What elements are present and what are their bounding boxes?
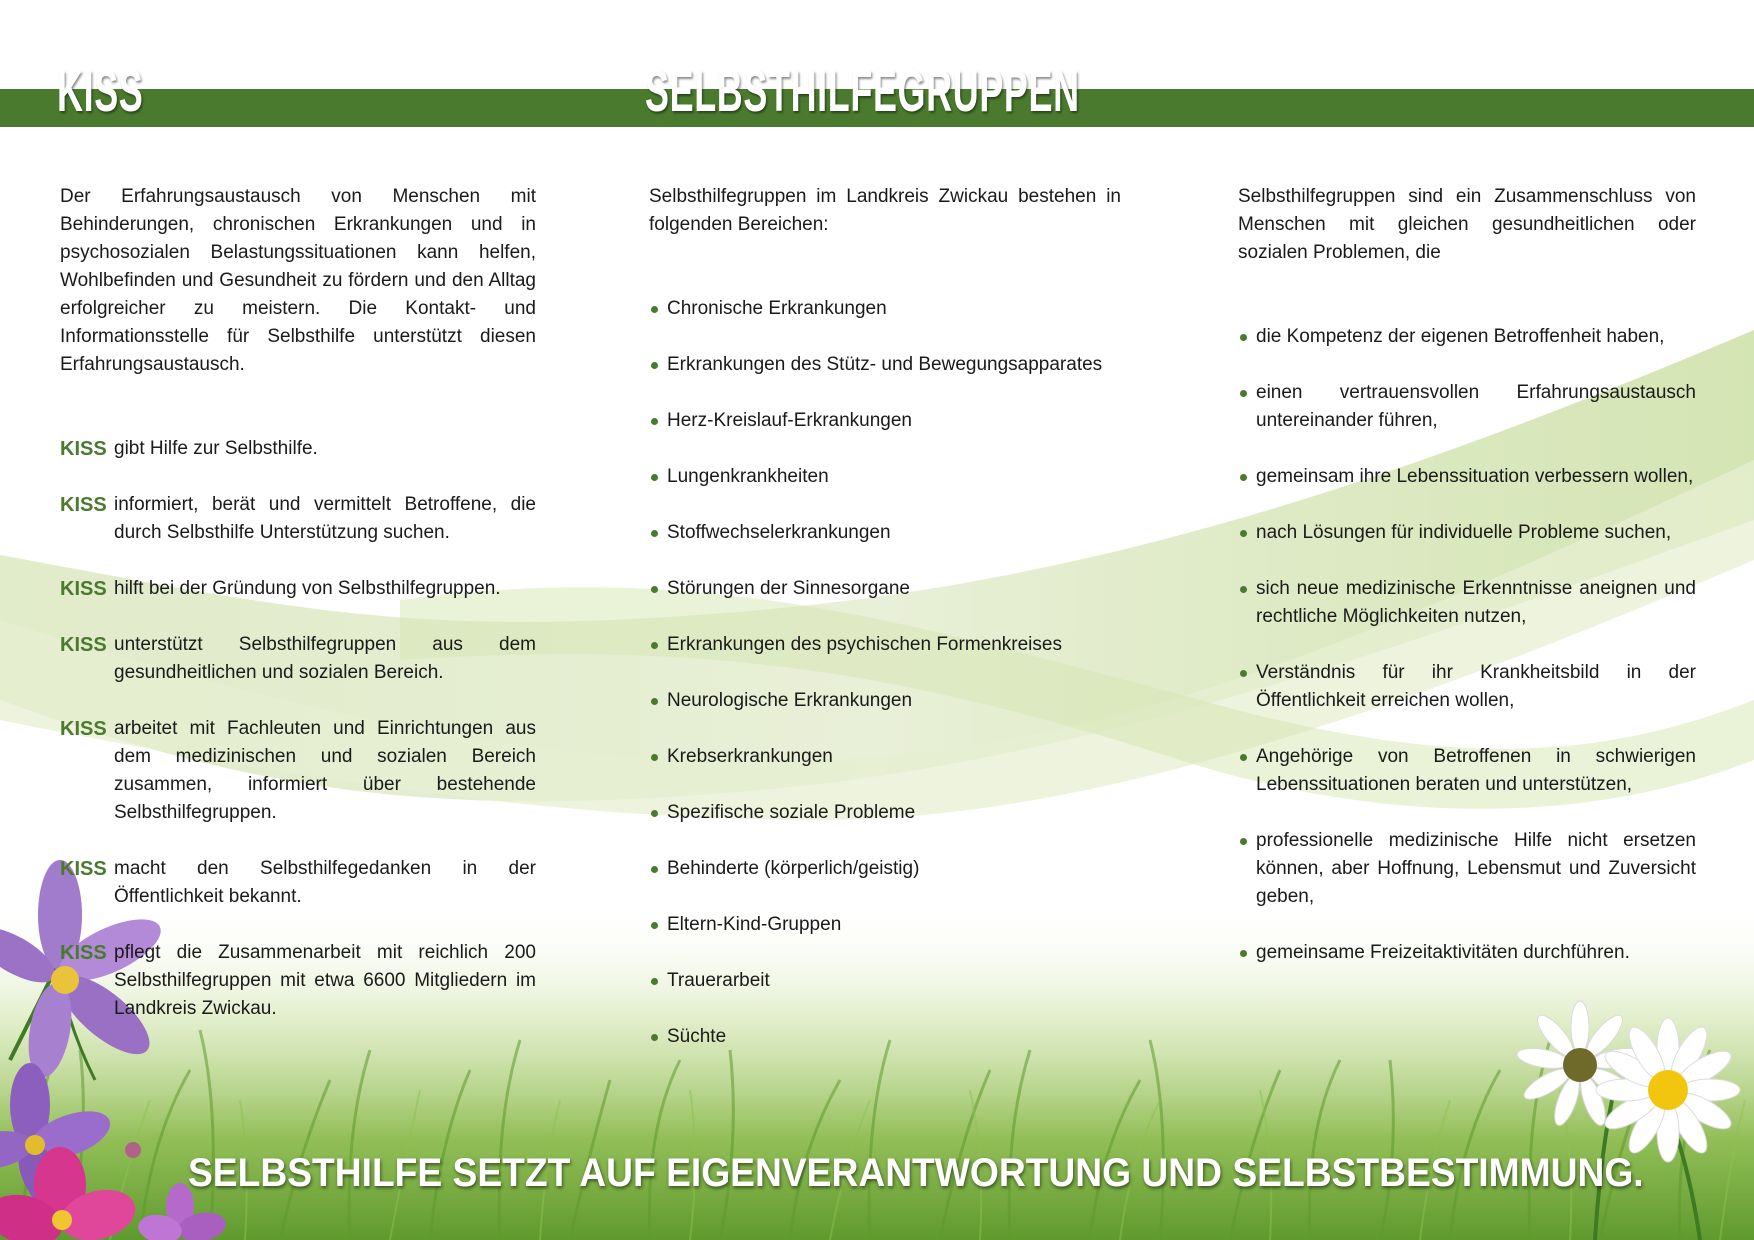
bullet-icon bbox=[1240, 334, 1247, 341]
list-item bbox=[649, 351, 1121, 379]
list-item-text: gemeinsam ihre Lebenssituation verbessern wollen, bbox=[1256, 466, 1694, 487]
list-item bbox=[1238, 463, 1696, 491]
kiss-keyword: KISS bbox=[60, 718, 107, 740]
bullet-icon bbox=[651, 362, 658, 369]
list-item bbox=[649, 519, 1121, 547]
list-item-text: Krebserkrankungen bbox=[667, 746, 833, 767]
list-item-text: Süchte bbox=[667, 1026, 727, 1047]
kiss-intro: Der Erfahrungsaustausch von Menschen mit Behinderungen, chronischen Erkrankungen und in psychosozialen Belastungssituationen kann helfen, Wohlbefinden und Gesundheit zu fördern und den Alltag erfolgreicher zu meistern. Die Kontakt- und Informationsstelle für Selbsthilfe unterstützt diesen Erfahrungsaustausch. bbox=[60, 186, 536, 375]
list-item-text: Stoffwechselerkrankungen bbox=[667, 522, 891, 543]
list-item bbox=[1238, 659, 1696, 715]
list-item bbox=[649, 799, 1121, 827]
list-item bbox=[649, 631, 1121, 659]
bullet-icon bbox=[651, 474, 658, 481]
bullet-icon bbox=[651, 1034, 658, 1041]
list-item bbox=[649, 743, 1121, 771]
properties-list bbox=[1238, 323, 1696, 967]
list-item bbox=[649, 463, 1121, 491]
bullet-icon bbox=[651, 978, 658, 985]
list-item-text: gibt Hilfe zur Selbsthilfe. bbox=[114, 438, 318, 459]
bullet-icon bbox=[651, 922, 658, 929]
list-item-text: Angehörige von Betroffenen in schwierigen Lebenssituationen beraten und unterstützen, bbox=[1256, 746, 1696, 795]
list-item bbox=[649, 575, 1121, 603]
bullet-icon bbox=[651, 810, 658, 817]
kiss-keyword: KISS bbox=[60, 858, 107, 880]
kiss-keyword: KISS bbox=[60, 438, 107, 460]
list-item-text: sich neue medizinische Erkenntnisse aneignen und rechtliche Möglichkeiten nutzen, bbox=[1256, 578, 1696, 627]
page-title-selbsthilfegruppen: SELBSTHILFEGRUPPEN bbox=[645, 59, 1080, 124]
list-item bbox=[1238, 323, 1696, 351]
list-item-text: professionelle medizinische Hilfe nicht ersetzen können, aber Hoffnung, Lebensmut und Zuversicht geben, bbox=[1256, 830, 1696, 907]
bullet-icon bbox=[1240, 586, 1247, 593]
list-item-text: Störungen der Sinnesorgane bbox=[667, 578, 910, 599]
list-item bbox=[60, 631, 536, 687]
list-item bbox=[649, 1023, 1121, 1051]
bullet-icon bbox=[651, 586, 658, 593]
list-item-text: Neurologische Erkrankungen bbox=[667, 690, 913, 711]
bullet-icon bbox=[1240, 838, 1247, 845]
list-item bbox=[60, 715, 536, 827]
bullet-icon bbox=[1240, 474, 1247, 481]
kiss-keyword: KISS bbox=[60, 494, 107, 516]
properties-intro: Selbsthilfegruppen sind ein Zusammenschluss von Menschen mit gleichen gesundheitlichen oder sozialen Problemen, die bbox=[1238, 186, 1696, 263]
list-item bbox=[1238, 575, 1696, 631]
list-item bbox=[1238, 379, 1696, 435]
properties-column bbox=[1238, 183, 1696, 995]
kiss-keyword: KISS bbox=[60, 942, 107, 964]
list-item bbox=[60, 575, 536, 603]
bullet-icon bbox=[651, 698, 658, 705]
list-item bbox=[649, 407, 1121, 435]
list-item bbox=[60, 435, 536, 463]
list-item-text: einen vertrauensvollen Erfahrungsaustausch untereinander führen, bbox=[1256, 382, 1696, 431]
footer-slogan: SELBSTHILFE SETZT AUF EIGENVERANTWORTUNG UND SELBSTBESTIMMUNG. bbox=[188, 1151, 1644, 1195]
list-item bbox=[649, 967, 1121, 995]
bullet-icon bbox=[651, 418, 658, 425]
list-item-text: hilft bei der Gründung von Selbsthilfegruppen. bbox=[114, 578, 501, 599]
list-item bbox=[1238, 743, 1696, 799]
list-item bbox=[649, 295, 1121, 323]
list-item-text: Spezifische soziale Probleme bbox=[667, 802, 916, 823]
list-item bbox=[1238, 827, 1696, 911]
list-item-text: Lungenkrankheiten bbox=[667, 466, 829, 487]
bullet-icon bbox=[651, 306, 658, 313]
kiss-keyword: KISS bbox=[60, 634, 107, 656]
categories-intro: Selbsthilfegruppen im Landkreis Zwickau bestehen in folgenden Bereichen: bbox=[649, 186, 1121, 235]
list-item-text: Chronische Erkrankungen bbox=[667, 298, 887, 319]
list-item bbox=[60, 491, 536, 547]
kiss-list bbox=[60, 435, 536, 1023]
list-item-text: informiert, berät und vermittelt Betroffene, die durch Selbsthilfe Unterstützung suchen. bbox=[114, 494, 536, 543]
bullet-icon bbox=[651, 530, 658, 537]
list-item bbox=[60, 939, 536, 1023]
list-item-text: macht den Selbsthilfegedanken in der Öffentlichkeit bekannt. bbox=[114, 858, 536, 907]
list-item bbox=[649, 855, 1121, 883]
categories-list bbox=[649, 295, 1121, 1051]
list-item bbox=[1238, 519, 1696, 547]
list-item bbox=[1238, 939, 1696, 967]
list-item-text: unterstützt Selbsthilfegruppen aus dem gesundheitlichen und sozialen Bereich. bbox=[114, 634, 536, 683]
bullet-icon bbox=[1240, 950, 1247, 957]
bullet-icon bbox=[1240, 530, 1247, 537]
list-item-text: die Kompetenz der eigenen Betroffenheit haben, bbox=[1256, 326, 1665, 347]
kiss-keyword: KISS bbox=[60, 578, 107, 600]
bullet-icon bbox=[1240, 390, 1247, 397]
bullet-icon bbox=[1240, 754, 1247, 761]
list-item-text: Eltern-Kind-Gruppen bbox=[667, 914, 842, 935]
kiss-column bbox=[60, 183, 536, 1051]
categories-column bbox=[649, 183, 1121, 1079]
bullet-icon bbox=[651, 642, 658, 649]
list-item bbox=[649, 911, 1121, 939]
list-item-text: nach Lösungen für individuelle Probleme suchen, bbox=[1256, 522, 1672, 543]
bullet-icon bbox=[1240, 670, 1247, 677]
list-item-text: Erkrankungen des psychischen Formenkreises bbox=[667, 634, 1062, 655]
bullet-icon bbox=[651, 866, 658, 873]
page-title-kiss: KISS bbox=[57, 59, 144, 124]
list-item-text: arbeitet mit Fachleuten und Einrichtungen aus dem medizinischen und sozialen Bereich zusammen, informiert über bestehende Selbsthilfegruppen. bbox=[114, 718, 536, 823]
list-item-text: Trauerarbeit bbox=[667, 970, 770, 991]
list-item-text: Erkrankungen des Stütz- und Bewegungsapparates bbox=[667, 354, 1103, 375]
list-item-text: Behinderte (körperlich/geistig) bbox=[667, 858, 920, 879]
list-item-text: pflegt die Zusammenarbeit mit reichlich 200 Selbsthilfegruppen mit etwa 6600 Mitgliedern im Landkreis Zwickau. bbox=[114, 942, 536, 1019]
list-item bbox=[649, 687, 1121, 715]
list-item-text: gemeinsame Freizeitaktivitäten durchführen. bbox=[1256, 942, 1630, 963]
list-item-text: Herz-Kreislauf-Erkrankungen bbox=[667, 410, 912, 431]
list-item bbox=[60, 855, 536, 911]
bullet-icon bbox=[651, 754, 658, 761]
list-item-text: Verständnis für ihr Krankheitsbild in der Öffentlichkeit erreichen wollen, bbox=[1256, 662, 1696, 711]
